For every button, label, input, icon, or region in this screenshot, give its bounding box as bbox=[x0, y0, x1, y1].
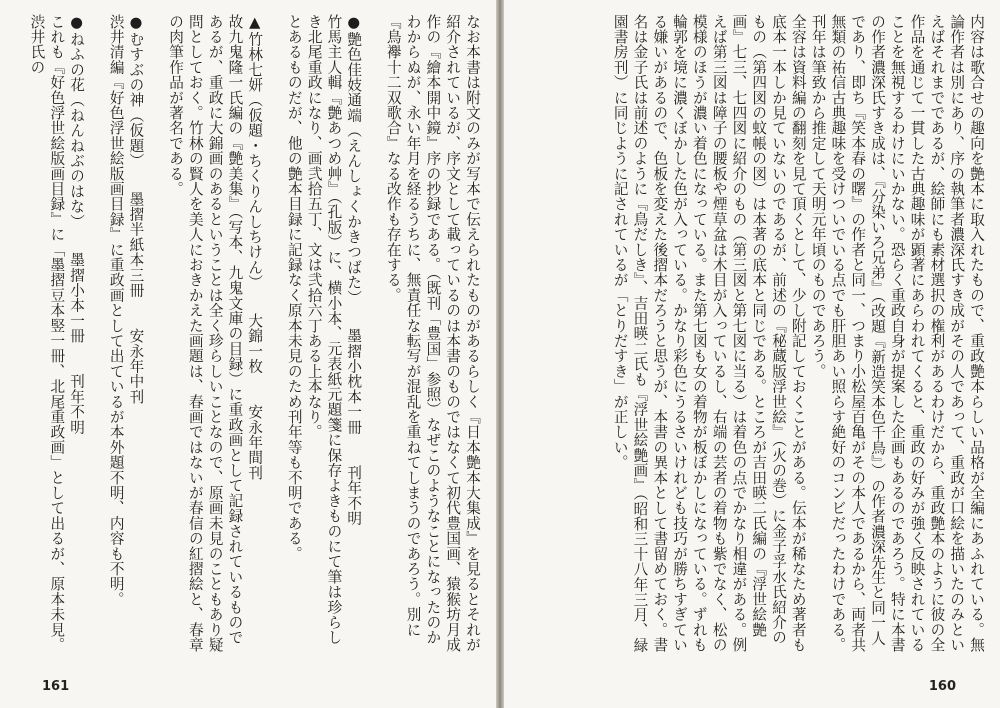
right-page-number: 160 bbox=[928, 679, 956, 694]
left-page-number: 161 bbox=[42, 679, 70, 694]
right-page-text: 内容は歌合せの趣向を艶本に取入れたもので、重政艶本らしい品格が全編にあふれている。無論作者は別にあり、序の執筆者濃深氏すき成がその人であって、重政が口絵を描いたのみといえばそれまでであるが、絵師にも素材選択の権利があるわけだから、重政艶本のように彼の全作品を通じて一貫した古典趣味が顕著にあらわれてくると、重政の好みが強く反映されていることを無視するわけにいかない。恐らく重政自身が提案した企画もあるのであろう。特に本書の作者濃深氏すき成は、『分染いろ兄弟』（改題『新造笑本色千鳥』）の作者濃深先生と同一人であり、即ち『笑本春の曙』の作者と同一、つまり小松屋百亀がその本人であるから、両者共無類の祐信古典趣味を受けついでいる点でも肝胆あい照らす絶好のコンビだったわけである。刊年は筆致から推定して天明元年頃のものであろう。 全容は資料編の翻刻を見て頂くとして、少し附記しておくことがある。伝本が稀なため著者も底本一本しか見ていないのであるが、前述の『秘蔵版浮世絵』（火の巻）に金子孚水氏紹介のもの（第四図の蚊帳の図）は本著の底本と同じである。ところが吉田暎二氏編の『浮世絵艶画』七三、七四図に紹介のもの（第三図と第七図に当る）は着色の点でかなり相違がある。例えば第三図は障子の腰板や煙草盆は木目が入っているし、右端の芸者の着物も紫でなく、松の模様のほうが濃い着色になっている。また第七図も女の着物が板ぼかしになっている。ずれも輪郭を境に濃くぼかした色が入っている。かなり彩色にうるさいけれども技巧が勝ちすぎている嫌いがあるので、色板を変えた後摺本だろうと思うが、本書の異本として書留めておく。書名は金子氏は前述のように『鳥だしき』、吉田暎二氏も『浮世絵艶画』（昭和三十八年三月、緑園書房刊）に同じように記されているが「とりだすき」が正しい。 bbox=[611, 14, 985, 653]
right-page bbox=[504, 0, 1000, 708]
left-page-text: なお本書は附文のみが写本で伝えられたものがあるらしく『日本艶本大集成』を見るとそれが紹介されているが、序文として載っているのは本書のものではなくて初代豊国画、猿猴坊月成作の『繪本開中鏡』序の抄録である。（既刊「豊国」参照）なぜこのようなことになったのかわからぬが、永い年月を経るうちに、無責任な転写が混乱を重ねてしまうのであろう。別に『鳥襷十二双歌合』なる改作も存在する。 ●艶色佳妓通端（えんしょくかきつばた） 墨摺小枕本一冊 刊年不明 竹馬主人輯『艶あつめ艸』（孔版）に、横小本、元表紙元題箋に保存よきものにて筆は珍らしき北尾重政になり、画弐拾五丁、文は弐拾六丁ある上本なり。 とあるものだが、他の艶本目録に記録なく原本未見のため刊年等も不明である。 ▲竹林七妍（仮題・ちくりんしちけん） 大錦一枚 安永年間刊 故九鬼隆一氏編の『艶美集』（写本、九鬼文庫の目録）に重政画として記録されているものであるが、重政に大錦画のあるということは全く珍らしいことなので、原画未見のこともあり疑問としておく。竹林の賢人を美人におきかえた画題は、春画ではないが春信の紅摺絵と、春章の肉筆作品が著名である。 ●むすぶの神（仮題） 墨摺半紙本三冊 安永年中刊 渋井清編『好色浮世絵版画目録』に重政画として出ているが本外題不明、内容も不明。 ●ねふの花（ねんねぶのはな） 墨摺小本一冊 刊年不明 これも『好色浮世絵版画目録』に「墨摺豆本竪一冊、北尾重政画」として出るが、原本未見。渋井氏の bbox=[28, 14, 481, 653]
right-page-body bbox=[518, 14, 986, 658]
book-gutter bbox=[496, 0, 504, 708]
left-page-body bbox=[14, 14, 482, 658]
left-page bbox=[0, 0, 496, 708]
